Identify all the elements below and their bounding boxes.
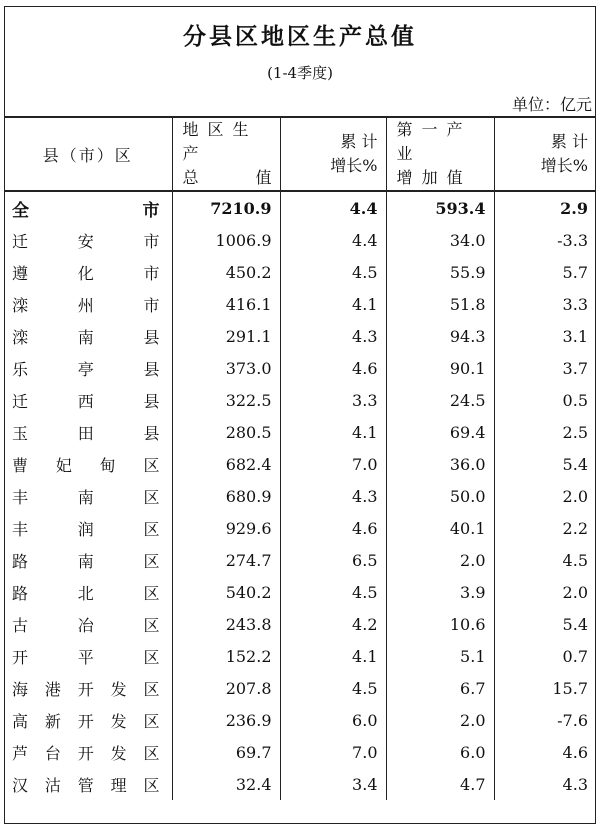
primary-growth-cell: 15.7: [494, 672, 596, 704]
gdp-growth-cell: 6.5: [280, 544, 386, 576]
gdp-cell: 373.0: [172, 352, 280, 384]
primary-growth-cell: 2.0: [494, 480, 596, 512]
primary-cell: 2.0: [386, 544, 494, 576]
primary-growth-cell: 2.2: [494, 512, 596, 544]
primary-cell: 5.1: [386, 640, 494, 672]
county-name-cell: 全市: [12, 200, 160, 221]
unit-label: 单位：亿元: [511, 95, 592, 114]
primary-growth-cell: 3.1: [494, 320, 596, 352]
header-primary-growth: 累 计 增长%: [494, 117, 596, 191]
primary-growth-cell: 0.5: [494, 384, 596, 416]
gdp-cell: 450.2: [172, 256, 280, 288]
primary-growth-cell: 5.4: [494, 608, 596, 640]
table-row-total: [4, 191, 596, 224]
gdp-growth-cell: 4.1: [280, 416, 386, 448]
primary-growth-cell: 5.7: [494, 256, 596, 288]
gdp-growth-cell: 4.1: [280, 288, 386, 320]
county-name-cell: 乐亭县: [12, 359, 160, 379]
gdp-cell: 540.2: [172, 576, 280, 608]
gdp-cell: 291.1: [172, 320, 280, 352]
gdp-growth-cell: 3.3: [280, 384, 386, 416]
table-row: [4, 352, 596, 384]
table-row: [4, 512, 596, 544]
primary-cell: 6.0: [386, 736, 494, 768]
gdp-cell: 280.5: [172, 416, 280, 448]
gdp-growth-cell: 4.5: [280, 576, 386, 608]
county-name-cell: 玉田县: [12, 423, 160, 443]
primary-growth-cell: 2.5: [494, 416, 596, 448]
county-name-cell: 丰南区: [12, 487, 160, 507]
primary-growth-cell: -7.6: [494, 704, 596, 736]
primary-cell: 36.0: [386, 448, 494, 480]
primary-cell: 40.1: [386, 512, 494, 544]
gdp-cell: 207.8: [172, 672, 280, 704]
table-row: [4, 416, 596, 448]
primary-cell: 24.5: [386, 384, 494, 416]
county-name-cell: 丰润区: [12, 519, 160, 539]
gdp-growth-cell: 4.1: [280, 640, 386, 672]
gdp-cell: 32.4: [172, 768, 280, 800]
primary-growth-cell: 3.3: [494, 288, 596, 320]
gdp-growth-cell: 7.0: [280, 736, 386, 768]
county-name-cell: 遵化市: [12, 263, 160, 283]
gdp-growth-cell: 4.6: [280, 512, 386, 544]
primary-growth-cell: 4.5: [494, 544, 596, 576]
table-subtitle: (1-4季度): [267, 64, 333, 82]
county-name-cell: 迁西县: [12, 391, 160, 411]
header-primary: 第一产业 增 加 值: [386, 117, 494, 191]
table-header-row: [4, 117, 596, 191]
gdp-growth-cell: 4.3: [280, 320, 386, 352]
table-row: [4, 608, 596, 640]
table-row: [4, 224, 596, 256]
table-row: [4, 736, 596, 768]
gdp-growth-cell: 4.2: [280, 608, 386, 640]
table-row: [4, 256, 596, 288]
county-name-cell: 古冶区: [12, 615, 160, 635]
primary-cell: 10.6: [386, 608, 494, 640]
primary-cell: 51.8: [386, 288, 494, 320]
primary-growth-cell: -3.3: [494, 224, 596, 256]
gdp-cell: 152.2: [172, 640, 280, 672]
primary-cell: 4.7: [386, 768, 494, 800]
county-name-cell: 海港开发区: [12, 679, 160, 699]
gdp-cell: 69.7: [172, 736, 280, 768]
primary-cell: 69.4: [386, 416, 494, 448]
primary-growth-cell: 4.6: [494, 736, 596, 768]
gdp-growth-cell: 4.5: [280, 672, 386, 704]
primary-cell: 2.0: [386, 704, 494, 736]
gdp-growth-cell: 3.4: [280, 768, 386, 800]
primary-cell: 94.3: [386, 320, 494, 352]
gdp-cell: 274.7: [172, 544, 280, 576]
header-county: 县（市）区: [4, 117, 172, 191]
county-name-cell: 汉沽管理区: [12, 775, 160, 795]
table-row: [4, 320, 596, 352]
gdp-growth-cell: 4.3: [280, 480, 386, 512]
gdp-cell: 682.4: [172, 448, 280, 480]
gdp-growth-cell: 4.5: [280, 256, 386, 288]
county-name-cell: 高新开发区: [12, 711, 160, 731]
gdp-growth-cell: 4.4: [280, 224, 386, 256]
county-name-cell: 滦州市: [12, 295, 160, 315]
gdp-growth-cell: 6.0: [280, 704, 386, 736]
header-gdp-growth: 累 计 增长%: [280, 117, 386, 191]
gdp-cell: 7210.9: [172, 191, 280, 224]
county-name-cell: 迁安市: [12, 231, 160, 251]
gdp-cell: 322.5: [172, 384, 280, 416]
table-row: [4, 384, 596, 416]
primary-cell: 55.9: [386, 256, 494, 288]
primary-growth-cell: 4.3: [494, 768, 596, 800]
table-title: 分县区地区生产总值: [183, 23, 417, 50]
gdp-growth-cell: 4.6: [280, 352, 386, 384]
county-name-cell: 开平区: [12, 647, 160, 667]
county-name-cell: 路北区: [12, 583, 160, 603]
table-row: [4, 640, 596, 672]
gdp-cell: 416.1: [172, 288, 280, 320]
table-row: [4, 288, 596, 320]
gdp-growth-cell: 7.0: [280, 448, 386, 480]
county-name-cell: 芦台开发区: [12, 743, 160, 763]
table-row: [4, 768, 596, 800]
table-row: [4, 448, 596, 480]
primary-cell: 3.9: [386, 576, 494, 608]
primary-growth-cell: 0.7: [494, 640, 596, 672]
county-name-cell: 曹妃甸区: [12, 455, 160, 475]
table-row: [4, 576, 596, 608]
table-row: [4, 480, 596, 512]
gdp-cell: 1006.9: [172, 224, 280, 256]
primary-growth-cell: 5.4: [494, 448, 596, 480]
gdp-growth-cell: 4.4: [280, 191, 386, 224]
primary-cell: 50.0: [386, 480, 494, 512]
primary-growth-cell: 3.7: [494, 352, 596, 384]
gdp-cell: 236.9: [172, 704, 280, 736]
table-row: [4, 544, 596, 576]
header-gdp: 地区生产 总 值: [172, 117, 280, 191]
gdp-table: [4, 116, 596, 800]
gdp-cell: 680.9: [172, 480, 280, 512]
primary-cell: 6.7: [386, 672, 494, 704]
table-row: [4, 704, 596, 736]
gdp-cell: 243.8: [172, 608, 280, 640]
gdp-cell: 929.6: [172, 512, 280, 544]
primary-cell: 593.4: [386, 191, 494, 224]
primary-cell: 90.1: [386, 352, 494, 384]
county-name-cell: 滦南县: [12, 327, 160, 347]
primary-growth-cell: 2.9: [494, 191, 596, 224]
primary-cell: 34.0: [386, 224, 494, 256]
table-row: [4, 672, 596, 704]
county-name-cell: 路南区: [12, 551, 160, 571]
primary-growth-cell: 2.0: [494, 576, 596, 608]
